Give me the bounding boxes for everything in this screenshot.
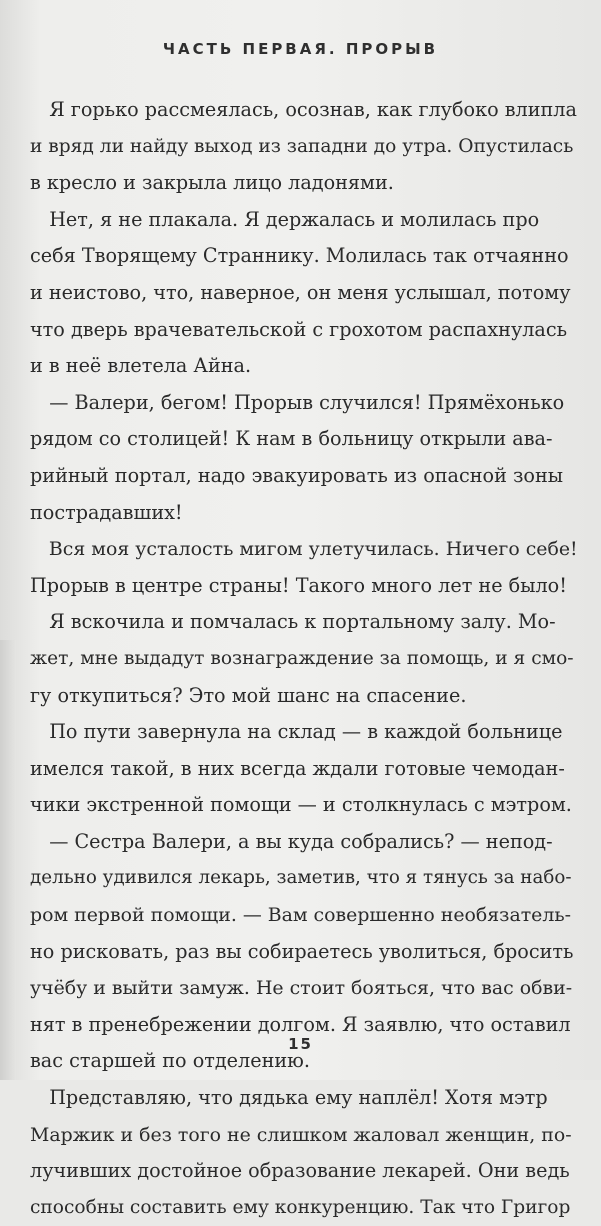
text-line: Я горько рассмеялась, осознав, как глубоко влипла	[30, 98, 577, 121]
text-line: жет, мне выдадут вознаграждение за помощь, и я смо-	[30, 647, 574, 669]
text-line: чики экстренной помощи — и столкнулась с мэтром.	[30, 793, 572, 817]
running-header: ЧАСТЬ ПЕРВАЯ. ПРОРЫВ	[162, 40, 439, 58]
page-spine-shadow	[0, 640, 16, 1080]
text-line: учёбу и выйти замуж. Не стоит бояться, что вас обви-	[30, 977, 573, 1000]
text-line: дельно удивился лекарь, заметив, что я тянусь за набо-	[30, 867, 572, 889]
text-line: рядом со столицей! К нам в больницу открыли ава-	[30, 427, 553, 451]
text-line: Вся моя усталость мигом улетучилась. Ничего себе!	[30, 538, 578, 561]
page-number: 15	[288, 1035, 313, 1053]
body-text	[30, 92, 578, 1226]
text-line: пострадавших!	[30, 500, 183, 524]
text-line: что дверь врачевательской с грохотом распахнулась	[30, 317, 568, 341]
text-line: но рисковать, раз вы собираетесь уволиться, бросить	[30, 939, 574, 963]
text-line: — Валери, бегом! Прорыв случился! Прямёхонько	[30, 390, 565, 414]
text-line: Представляю, что дядька ему наплёл! Хотя мэтр	[30, 1086, 548, 1110]
text-line: и вряд ли найду выход из западни до утра. Опустилась	[30, 135, 574, 157]
text-line: гу откупиться? Это мой шанс на спасение.	[30, 683, 467, 707]
text-line: — Сестра Валери, а вы куда собрались? — непод-	[30, 829, 553, 853]
text-line: в кресло и закрыла лицо ладонями.	[30, 171, 394, 195]
text-line: Прорыв в центре страны! Такого много лет не было!	[30, 573, 567, 597]
text-line: Я вскочила и помчалась к портальному залу. Мо-	[30, 610, 556, 634]
text-line: и в неё влетела Айна.	[30, 354, 252, 378]
text-line: вас старшей по отделению.	[30, 1049, 310, 1073]
text-line: и неистово, что, наверное, он меня услышал, потому	[30, 280, 571, 304]
text-line: лучивших достойное образование лекарей. Они ведь	[30, 1159, 570, 1183]
text-line: имелся такой, в них всегда ждали готовые чемодан-	[30, 756, 565, 780]
text-line: Нет, я не плакала. Я держалась и молилась про	[30, 207, 540, 231]
text-line: рийный портал, надо эвакуировать из опасной зоны	[30, 463, 564, 487]
text-line: нят в пренебрежении долгом. Я заявлю, что оставил	[30, 1012, 571, 1036]
text-line: ром первой помощи. — Вам совершенно необязатель-	[30, 904, 572, 927]
text-line: себя Творящему Страннику. Молилась так отчаянно	[30, 244, 569, 268]
text-line: По пути завернула на склад — в каждой больнице	[30, 720, 563, 744]
text-line: Маржик и без того не слишком жаловал женщин, по-	[30, 1123, 572, 1146]
text-line: способны составить ему конкуренцию. Так что Григор	[30, 1196, 571, 1218]
